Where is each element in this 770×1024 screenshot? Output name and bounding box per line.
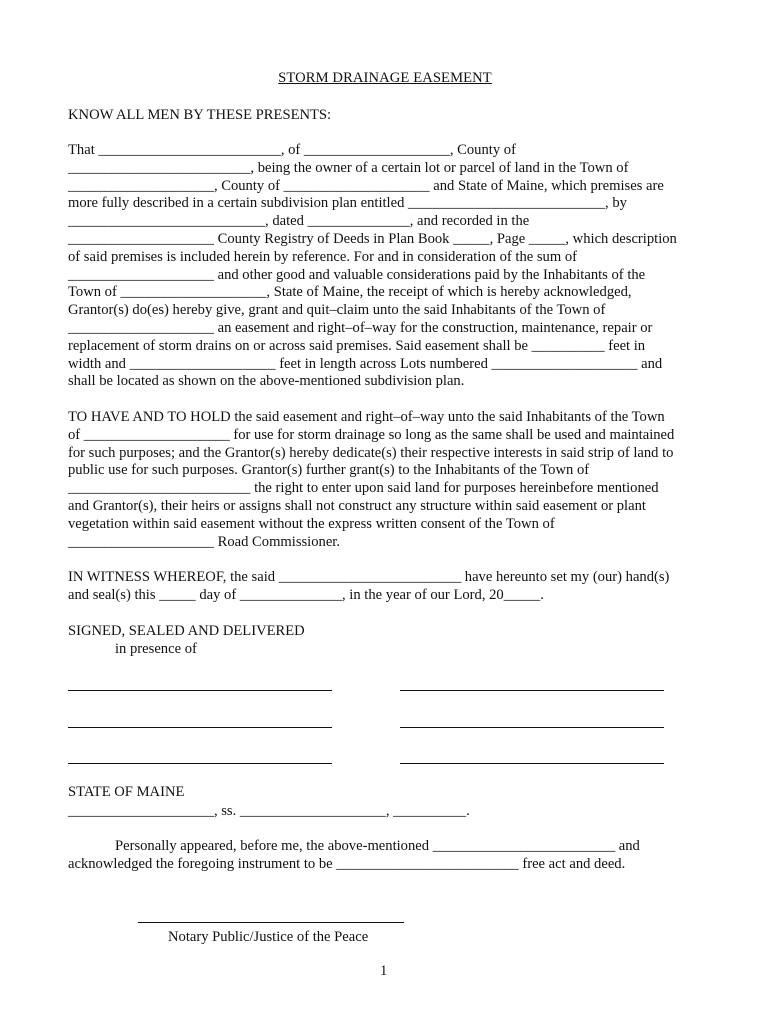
- document-title: STORM DRAINAGE EASEMENT: [278, 70, 492, 86]
- paragraph-line: ____________________ and other good and valuable considerations paid by the Inhabitants of the: [68, 266, 646, 283]
- witness-signature-line[interactable]: [68, 727, 332, 728]
- paragraph-line: public use for such purposes. Grantor(s) further grant(s) to the Inhabitants of the Town of: [68, 462, 590, 479]
- grantor-signature-line[interactable]: [400, 763, 664, 764]
- intro-text: KNOW ALL MEN BY THESE PRESENTS:: [68, 107, 332, 123]
- witness-signature-line[interactable]: [68, 763, 332, 764]
- paragraph-line: Town of ____________________, State of Maine, the receipt of which is hereby acknowledged,: [68, 284, 632, 301]
- paragraph-line: and seal(s) this _____ day of ______________, in the year of our Lord, 20_____.: [68, 586, 544, 603]
- paragraph-line: TO HAVE AND TO HOLD the said easement and right–of–way unto the said Inhabitants of the Town: [68, 409, 665, 425]
- paragraph-line: ____________________ Road Commissioner.: [68, 533, 341, 550]
- paragraph-line: _________________________ the right to enter upon said land for purposes hereinbefore mentioned: [68, 480, 659, 497]
- venue-line: ____________________, ss. ____________________, __________.: [68, 803, 470, 819]
- state-heading: STATE OF MAINE: [68, 784, 185, 800]
- paragraph-line: width and ____________________ feet in length across Lots numbered ____________________ and: [68, 355, 663, 372]
- paragraph-line: of said premises is included herein by reference. For and in consideration of the sum of: [68, 248, 578, 265]
- paragraph-line: shall be located as shown on the above-mentioned subdivision plan.: [68, 373, 465, 390]
- paragraph-line: ____________________, County of ____________________ and State of Maine, which premises are: [68, 177, 664, 194]
- paragraph-line: [68, 838, 640, 856]
- page-number: 1: [380, 963, 388, 979]
- witness-signature-line[interactable]: [68, 690, 332, 691]
- notary-signature-line[interactable]: [138, 922, 404, 923]
- paragraph-line: for such purposes; and the Grantor(s) hereby dedicate(s) their respective interests in said strip of land to: [68, 444, 674, 461]
- paragraph-line: replacement of storm drains on or across said premises. Said easement shall be __________ feet in: [68, 337, 646, 354]
- paragraph-line: That _________________________, of ____________________, County of: [68, 142, 516, 158]
- paragraph-line: ___________________________, dated ______________, and recorded in the: [68, 213, 530, 230]
- grantor-signature-line[interactable]: [400, 690, 664, 691]
- paragraph-line: and Grantor(s), their heirs or assigns shall not construct any structure within said easement or plant: [68, 497, 646, 514]
- acknowledgment-paragraph: [68, 838, 640, 874]
- paragraph-line: IN WITNESS WHEREOF, the said _________________________ have hereunto set my (our) hand(s): [68, 569, 670, 585]
- notary-label: Notary Public/Justice of the Peace: [168, 929, 369, 945]
- paragraph-line: of ____________________ for use for storm drainage so long as the same shall be used and maintained: [68, 426, 675, 443]
- signed-subheading: in presence of: [115, 641, 197, 657]
- grantor-signature-line[interactable]: [400, 727, 664, 728]
- paragraph-line: ____________________ an easement and right–of–way for the construction, maintenance, repair or: [68, 319, 653, 336]
- grant-paragraph: [68, 142, 677, 391]
- paragraph-line: vegetation within said easement without the express written consent of the Town of: [68, 515, 555, 532]
- paragraph-line: ____________________ County Registry of Deeds in Plan Book _____, Page _____, which description: [68, 230, 677, 247]
- paragraph-line: Grantor(s) do(es) hereby give, grant and quit–claim unto the said Inhabitants of the Town of: [68, 302, 606, 319]
- witness-paragraph: [68, 569, 669, 605]
- habendum-paragraph: [68, 409, 674, 551]
- paragraph-line: _________________________, being the owner of a certain lot or parcel of land in the Town of: [68, 159, 629, 176]
- paragraph-line: acknowledged the foregoing instrument to be _________________________ free act and deed.: [68, 855, 626, 872]
- signed-heading: SIGNED, SEALED AND DELIVERED: [68, 623, 305, 639]
- acknowledgment-text: Personally appeared, before me, the above-mentioned _________________________ and: [115, 838, 640, 854]
- paragraph-line: more fully described in a certain subdivision plan entitled ___________________________, by: [68, 195, 627, 212]
